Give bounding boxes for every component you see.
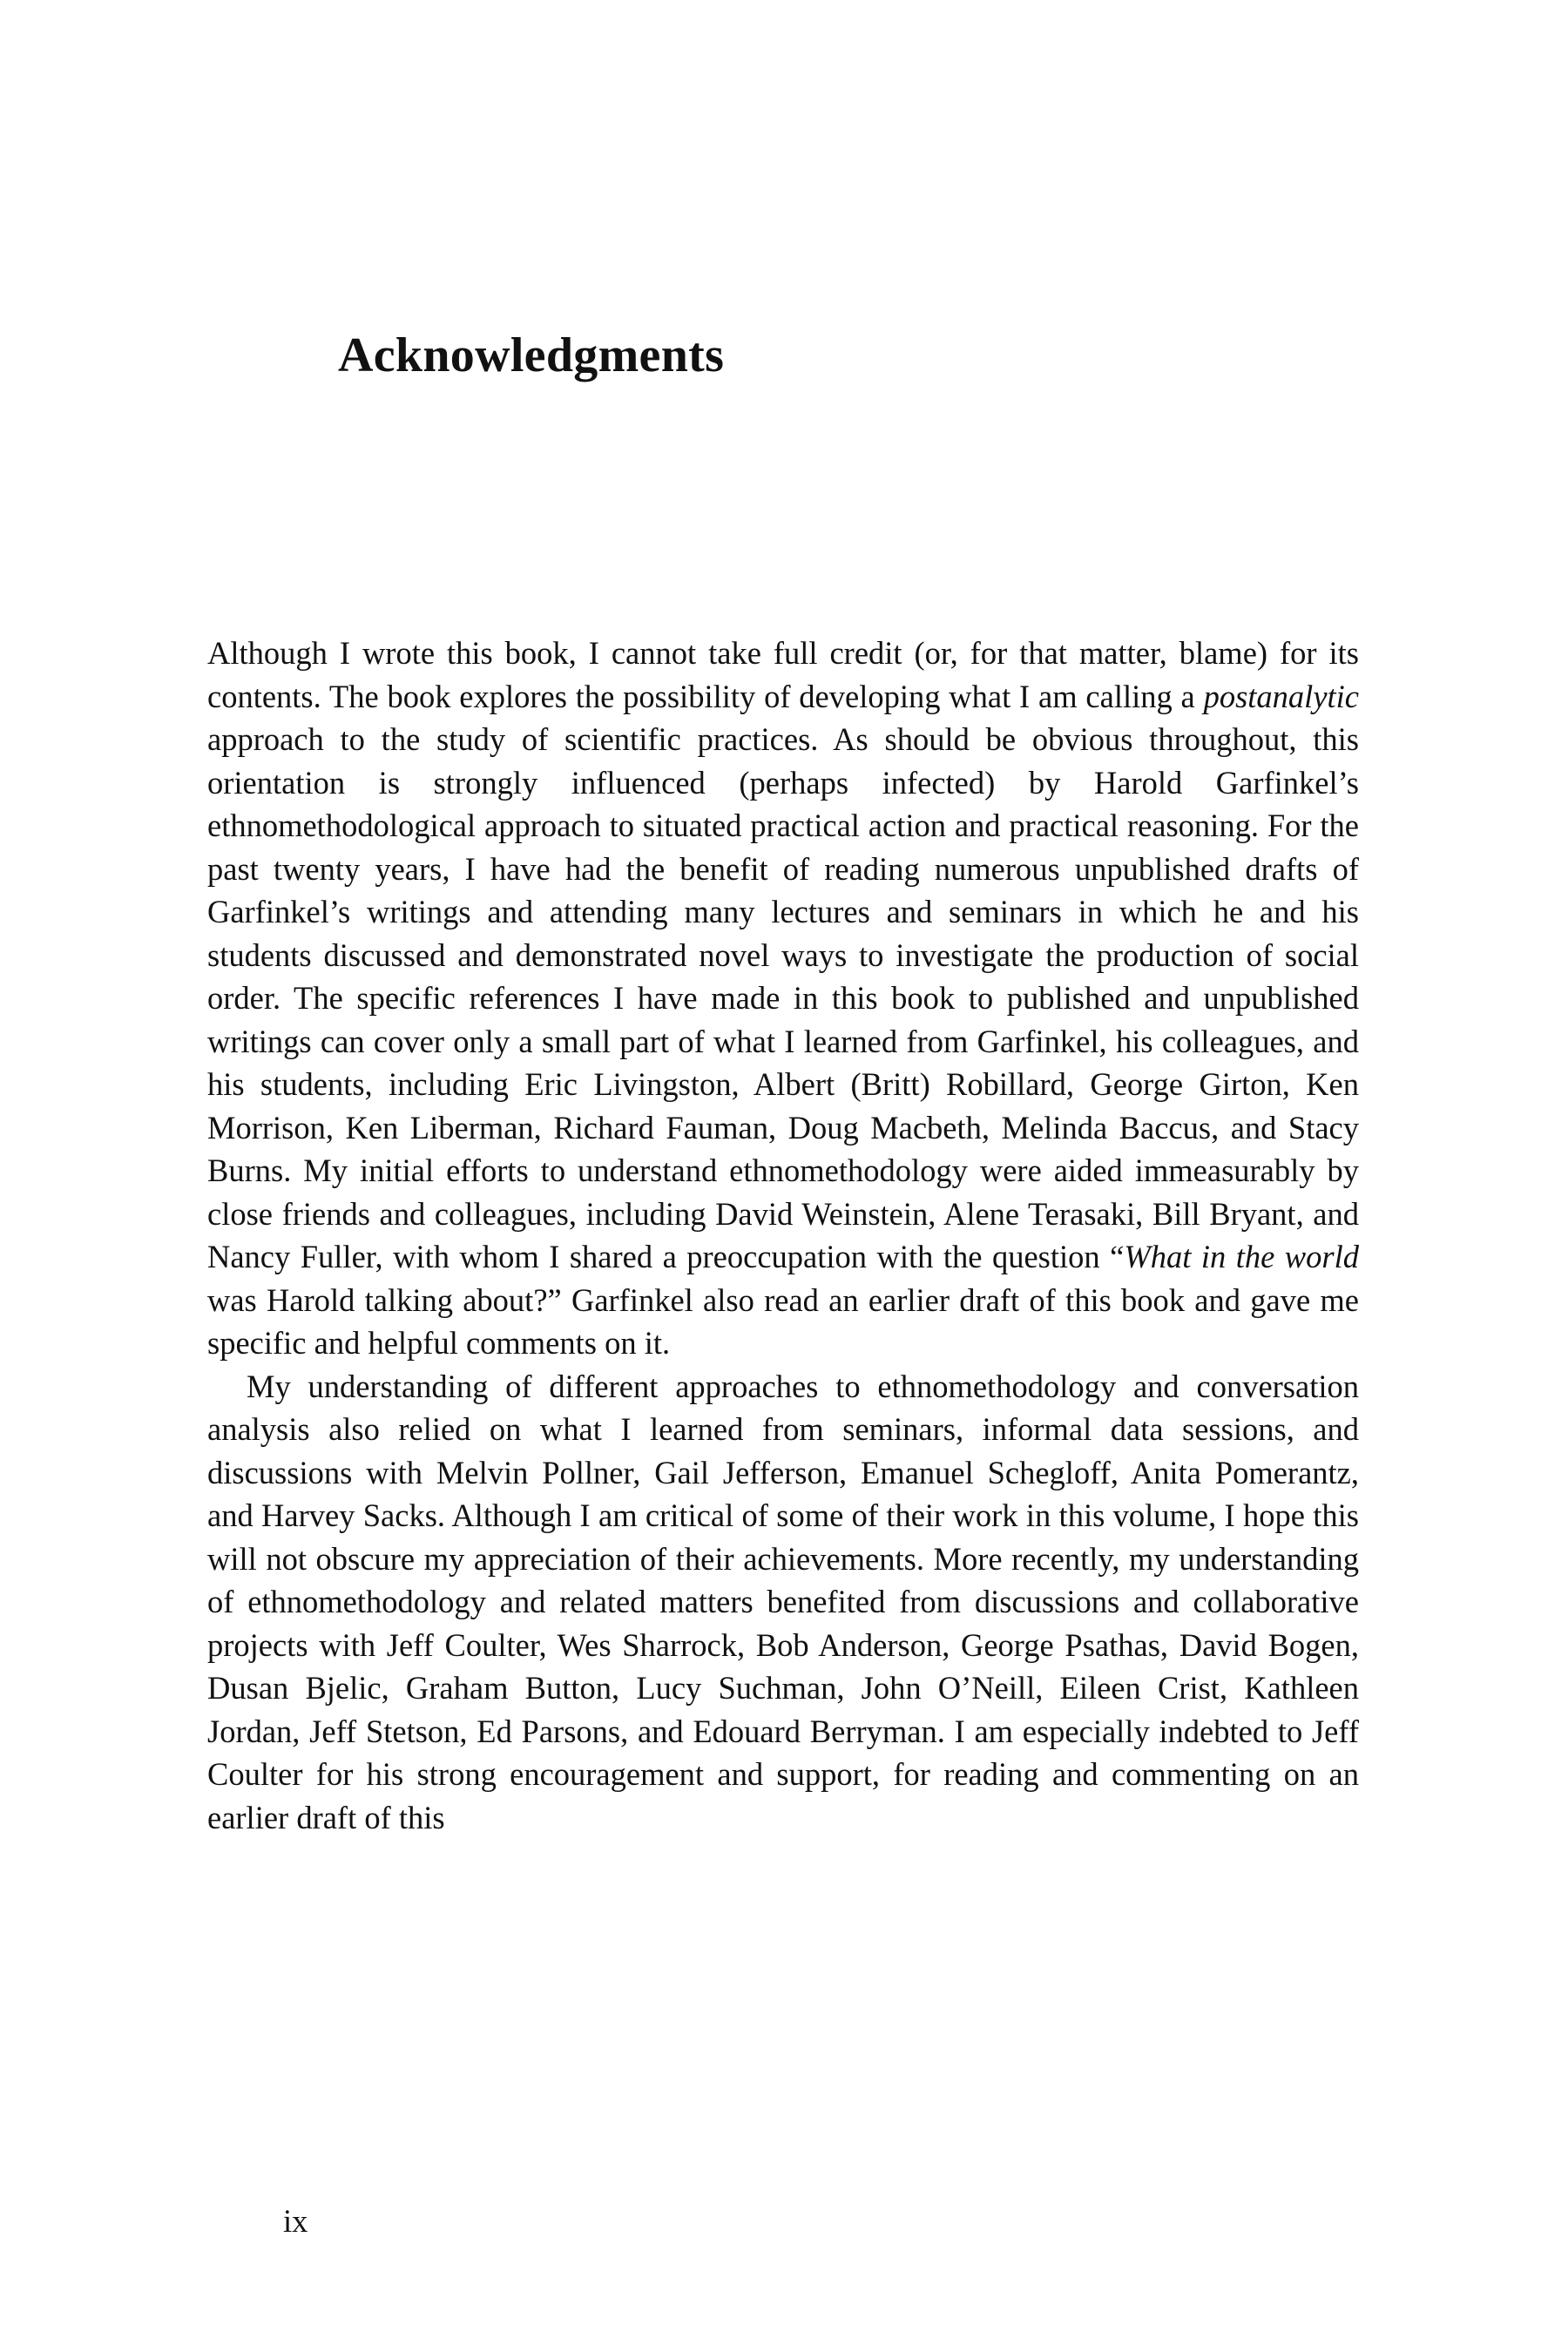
page-number: ix [283,2203,308,2239]
italic-quote-what-in-the-world: What in the world [1124,1239,1360,1274]
paragraph-1-part-1: Although I wrote this book, I cannot take full credit (or, for that matter, blame) for its contents. The book explores the possibility of developing what I am calling a [207,635,1359,714]
paragraph-1 [207,632,1359,1365]
paragraph-2: My understanding of different approaches to ethnomethodology and conversation analysis also relied on what I learned from seminars, informal data sessions, and discussions with Melvin Pollner, Gail Jefferson, Emanuel Schegloff, Anita Pomerantz, and Harvey Sacks. Although I am critical of some of their work in this volume, I hope this will not obscure my appreciation of their achievements. More recently, my understanding of ethnomethodology and related matters benefited from discussions and collaborative projects with Jeff Coulter, Wes Sharrock, Bob Anderson, George Psathas, David Bogen, Dusan Bjelic, Graham Button, Lucy Suchman, John O’Neill, Eileen Crist, Kathleen Jordan, Jeff Stetson, Ed Parsons, and Edouard Berryman. I am especially indebted to Jeff Coulter for his strong encouragement and support, for reading and commenting on an earlier draft of this [207,1368,1359,1835]
paragraph-1-part-3: was Harold talking about?” Garfinkel also read an earlier draft of this book and gave me specific and helpful comments on it. [207,1281,1359,1361]
paragraph-1-part-2: approach to the study of scientific practices. As should be obvious throughout, this orientation is strongly influenced (perhaps infected) by Harold Garfinkel’s ethnomethodological approach to situated practical action and practical reasoning. For the past twenty years, I have had the benefit of reading numerous unpublished drafts of Garfinkel’s writings and attending many lectures and seminars in which he and his students discussed and demonstrated novel ways to investigate the production of social order. The specific references I have made in this book to published and unpublished writings can cover only a small part of what I learned from Garfinkel, his colleagues, and his students, including Eric Livingston, Albert (Britt) Robillard, George Girton, Ken Morrison, Ken Liberman, Richard Fauman, Doug Macbeth, Melinda Baccus, and Stacy Burns. My initial efforts to understand ethnomethodology were aided immeasurably by close friends and colleagues, including David Weinstein, Alene Terasaki, Bill Bryant, and Nancy Fuller, with whom I shared a preoccupation with the question “ [207,721,1359,1274]
page-title: Acknowledgments [338,328,725,382]
body-text [207,632,1359,1839]
italic-term-postanalytic: postanalytic [1203,678,1359,714]
